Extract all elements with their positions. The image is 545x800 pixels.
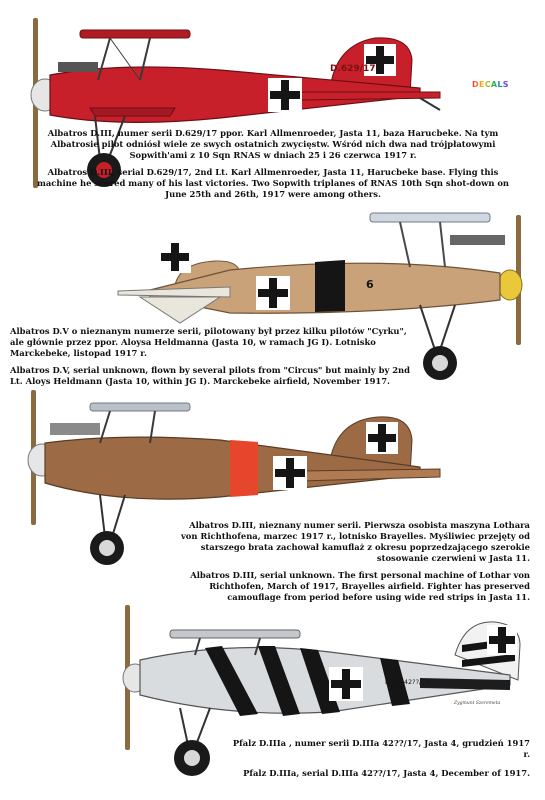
plate-2-caption [10, 326, 415, 393]
plate-1-caption-english: Albatros D.III, serial D.629/17, 2nd Lt. Karl Allmenroeder, Jasta 11, Harucbeke base. Flying this machine he scored many of his last victories. Two Sopwith triplanes of RNAS 10th Sqn shot-down on June 25th and 26th, 1917 were among others. [36, 167, 510, 199]
fuselage-serial-marking: D.IIIa 42??/17 [385, 678, 430, 686]
plate-2-caption-english: Albatros D.V, serial unknown, flown by several pilots from "Circus" but mainly by 2nd Lt. Aloys Heldmann (Jasta 10, within JG I). Marckebeke airfield, November 1917. [10, 365, 411, 386]
plate-3-caption-english: Albatros D.III, serial unknown. The first personal machine of Lothar von Richthofen, March of 1917, Brayelles airfield. Fighter has preserved camouflage from period before using wide red strips in Jasta 11. [190, 570, 530, 602]
decals-logo: DECALS [472, 80, 509, 89]
plate-3-caption [170, 520, 530, 609]
plate-2 [0, 205, 545, 390]
plate-4-caption-english: Pfalz D.IIIa, serial D.IIIa 42??/17, Jasta 4, December of 1917. [243, 768, 530, 778]
plate-3 [0, 385, 545, 602]
fuselage-number-marking: 6 [366, 278, 374, 291]
artist-signature: Zygmunt Szeremeta [454, 701, 501, 706]
fin-serial-marking: D.629/17 [330, 64, 376, 74]
plate-1 [0, 0, 545, 220]
plate-2-caption-polish: Albatros D.V o nieznanym numerze serii, pilotowany był przez kilku pilotów "Cyrku", ale głównie przez ppor. Aloysa Heldmanna (Jasta 10, w ramach JG I). Lotnisko Marckebeke, listopad 1917 r. [10, 326, 407, 358]
plate-4 [0, 600, 545, 800]
plate-1-caption [28, 128, 518, 206]
plate-3-caption-polish: Albatros D.III, nieznany numer serii. Pierwsza osobista maszyna Lothara von Richthofena, marzec 1917 r., lotnisko Brayelles. Myśliwiec przejęty od starszego brata zachował kamuflaż z okresu poprzedzającego szerokie stosowanie czerwieni w Jasta 11. [180, 520, 530, 563]
plate-4-caption [230, 738, 530, 785]
plate-4-caption-polish: Pfalz D.IIIa , numer serii D.IIIa 42??/17, Jasta 4, grudzień 1917 r. [232, 738, 530, 759]
plate-1-caption-polish: Albatros D.III, numer serii D.629/17 ppor. Karl Allmenroeder, Jasta 11, baza Harucbeke. Na tym Albatrosie pilot odniósł wiele ze swych ostatnich zwycięstw. Wśród nich dwa nad trójpłatowymi Sopwith'ami z 10 Sqn RNAS w dniach 25 i 26 czerwca 1917 r. [47, 128, 499, 160]
